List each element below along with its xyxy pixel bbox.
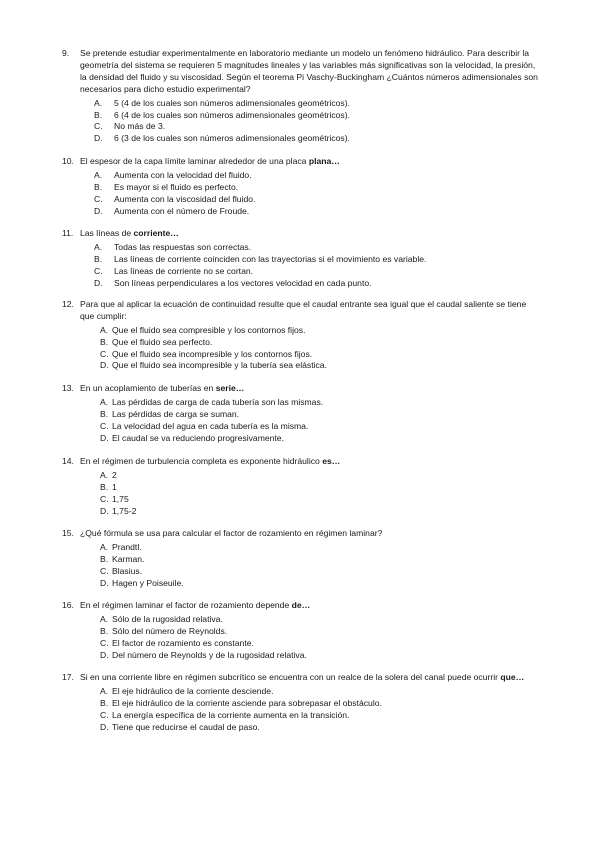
option-d[interactable]: D. 6 (3 de los cuales son números adimensionales geométricos). — [94, 133, 350, 144]
option-a[interactable]: A. El eje hidráulico de la corriente desciende. — [100, 685, 274, 696]
option-d[interactable]: D. Aumenta con el número de Froude. — [94, 205, 250, 216]
option-a[interactable]: A. Aumenta con la velocidad del fluido. — [94, 169, 252, 180]
question-text: Las líneas de corriente… — [80, 228, 179, 238]
option-a[interactable]: A. Prandtl. — [100, 541, 142, 552]
question-number: 13. — [62, 383, 74, 393]
options-list — [62, 397, 542, 445]
question-text: ¿Qué fórmula se usa para calcular el factor de rozamiento en régimen laminar? — [80, 528, 383, 538]
question-14 — [62, 456, 542, 517]
question-number: 10. — [62, 156, 74, 166]
option-c[interactable]: C. Que el fluido sea incompresible y los contornos fijos. — [100, 348, 313, 359]
option-b[interactable]: B. Las líneas de corriente coinciden con las trayectorias si el movimiento es variable. — [94, 253, 427, 264]
question-number: 12. — [62, 299, 74, 309]
option-d[interactable]: D. Tiene que reducirse el caudal de paso. — [100, 721, 260, 732]
option-d[interactable]: D. El caudal se va reduciendo progresivamente. — [100, 432, 284, 443]
option-a[interactable]: A. 5 (4 de los cuales son números adimensionales geométricos). — [94, 97, 350, 108]
question-number: 16. — [62, 600, 74, 610]
question-11 — [62, 228, 542, 289]
option-c[interactable]: C. Las líneas de corriente no se cortan. — [94, 265, 254, 276]
question-text: En un acoplamiento de tuberías en serie… — [80, 383, 245, 393]
question-13 — [62, 383, 542, 444]
question-text: En el régimen de turbulencia completa es exponente hidráulico es… — [80, 456, 341, 466]
options-list — [62, 542, 542, 590]
option-d[interactable]: D. Hagen y Poiseuile. — [100, 577, 184, 588]
option-d[interactable]: D. Son líneas perpendiculares a los vectores velocidad en cada punto. — [94, 277, 372, 288]
question-number: 11. — [62, 228, 74, 238]
question-16 — [62, 600, 542, 661]
question-15 — [62, 528, 542, 589]
question-10 — [62, 156, 542, 217]
option-c[interactable]: C. El factor de rozamiento es constante. — [100, 637, 254, 648]
question-text: En el régimen laminar el factor de rozamiento depende de… — [80, 600, 311, 610]
question-number: 15. — [62, 528, 74, 538]
question-number: 9. — [62, 48, 70, 58]
option-b[interactable]: B. Que el fluido sea perfecto. — [100, 336, 213, 347]
option-b[interactable]: B. Es mayor si el fluido es perfecto. — [94, 181, 239, 192]
options-list — [62, 242, 542, 290]
question-text: El espesor de la capa límite laminar alrededor de una placa plana… — [80, 156, 340, 166]
option-b[interactable]: B. Las pérdidas de carga se suman. — [100, 408, 240, 419]
option-d[interactable]: D. Que el fluido sea incompresible y la tubería sea elástica. — [100, 360, 327, 371]
option-c[interactable]: C. La energía específica de la corriente aumenta en la transición. — [100, 709, 350, 720]
question-12 — [62, 299, 542, 372]
option-b[interactable]: B. Karman. — [100, 553, 145, 564]
option-b[interactable]: B. 6 (4 de los cuales son números adimensionales geométricos). — [94, 109, 350, 120]
option-c[interactable]: C. La velocidad del agua en cada tubería es la misma. — [100, 420, 309, 431]
option-c[interactable]: C. No más de 3. — [94, 121, 166, 132]
option-a[interactable]: A. 2 — [100, 469, 117, 480]
question-text: Si en una corriente libre en régimen subcrítico se encuentra con un realce de la solera del canal puede ocurrir que… — [80, 672, 525, 682]
question-number: 17. — [62, 672, 74, 682]
question-text: Para que al aplicar la ecuación de continuidad resulte que el caudal entrante sea igual que el caudal saliente se tiene que cumplir: — [80, 299, 527, 321]
options-list — [62, 686, 542, 734]
option-c[interactable]: C. Blasius. — [100, 565, 143, 576]
option-d[interactable]: D. Del número de Reynolds y de la rugosidad relativa. — [100, 649, 307, 660]
question-number: 14. — [62, 456, 74, 466]
question-9 — [62, 48, 542, 145]
options-list — [62, 170, 542, 218]
option-c[interactable]: C. Aumenta con la viscosidad del fluido. — [94, 193, 256, 204]
options-list — [62, 98, 542, 146]
option-a[interactable]: A. Que el fluido sea compresible y los contornos fijos. — [100, 324, 306, 335]
option-a[interactable]: A. Las pérdidas de carga de cada tubería son las mismas. — [100, 396, 324, 407]
options-list — [62, 325, 542, 373]
option-a[interactable]: A. Sólo de la rugosidad relativa. — [100, 613, 223, 624]
options-list — [62, 470, 542, 518]
question-17 — [62, 672, 542, 733]
option-b[interactable]: B. 1 — [100, 481, 117, 492]
option-b[interactable]: B. El eje hidráulico de la corriente asciende para sobrepasar el obstáculo. — [100, 697, 382, 708]
options-list — [62, 614, 542, 662]
question-text: Se pretende estudiar experimentalmente en laboratorio mediante un modelo un fenómeno hidráulico. Para describir la geometría del sistema se requieren 5 magnitudes lineales y las variables más significativas son la velocidad, la presión, la densidad del fluido y su viscosidad. Según el teorema Pi Vaschy-Buckingham ¿Cuántos números adimensionales son necesarios para dicho estudio experimental? — [80, 48, 538, 94]
option-b[interactable]: B. Sólo del número de Reynolds. — [100, 625, 228, 636]
option-a[interactable]: A. Todas las respuestas son correctas. — [94, 241, 252, 252]
option-c[interactable]: C. 1,75 — [100, 493, 129, 504]
option-d[interactable]: D. 1,75-2 — [100, 505, 137, 516]
